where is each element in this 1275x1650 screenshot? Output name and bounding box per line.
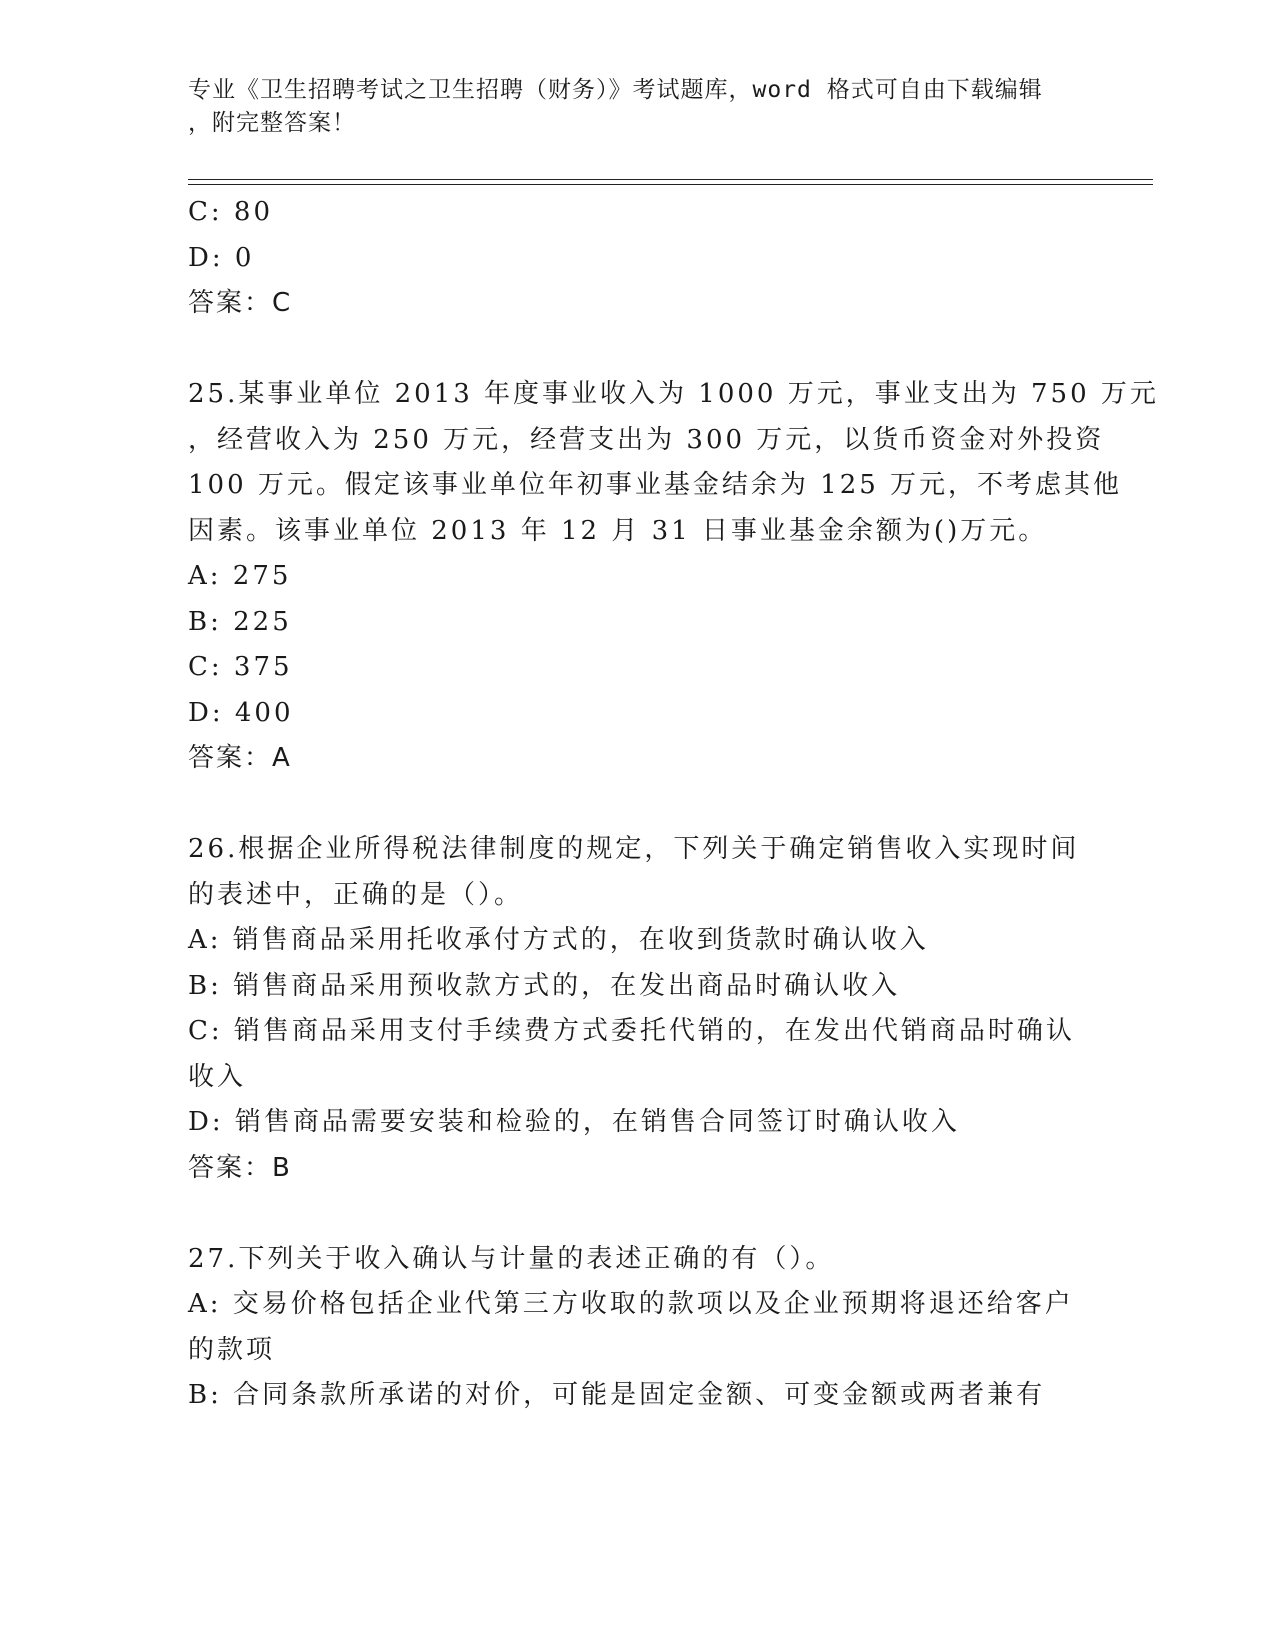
spacer [188, 1191, 1088, 1237]
option-a: A: 交易价格包括企业代第三方收取的款项以及企业预期将退还给客户 [188, 1289, 1074, 1319]
option-b: B: 销售商品采用预收款方式的，在发出商品时确认收入 [188, 970, 901, 1001]
header-title-line1: 专业《卫生招聘考试之卫生招聘（财务）》考试题库，word 格式可自由下载编辑 [188, 77, 1043, 103]
option-d: D: 销售商品需要安装和检验的，在销售合同签订时确认收入 [188, 1107, 960, 1137]
spacer [188, 327, 1088, 373]
question-text-line: 25.某事业单位 2013 年度事业收入为 1000 万元，事业支出为 750 万元 [188, 379, 1159, 409]
answer-line: 答案：C [188, 288, 293, 318]
question-text-line: 26.根据企业所得税法律制度的规定，下列关于确定销售收入实现时间 [188, 834, 1080, 864]
question-26 [188, 827, 1088, 1191]
option-d: D: 0 [188, 242, 255, 273]
answer-line: 答案：B [188, 1152, 292, 1183]
option-a: A: 销售商品采用托收承付方式的，在收到货款时确认收入 [188, 925, 929, 955]
option-c-continued: 收入 [188, 1061, 247, 1092]
header-title-line2: ，附完整答案！ [188, 110, 356, 136]
question-27 [188, 1237, 1088, 1419]
document-header [188, 74, 1088, 140]
option-d: D: 400 [188, 697, 294, 728]
spacer [188, 782, 1088, 828]
option-b: B: 225 [188, 606, 292, 637]
header-divider-bottom [188, 184, 1153, 185]
answer-line: 答案：A [188, 743, 292, 773]
header-divider-top [188, 179, 1153, 180]
question-25 [188, 372, 1159, 782]
option-b: B: 合同条款所承诺的对价，可能是固定金额、可变金额或两者兼有 [188, 1380, 1046, 1410]
question-text-line: 100 万元。假定该事业单位年初事业基金结余为 125 万元，不考虑其他 [188, 470, 1123, 500]
option-a: A: 275 [188, 561, 292, 591]
question-text-line: 27.下列关于收入确认与计量的表述正确的有（）。 [188, 1243, 835, 1274]
option-c: C: 375 [188, 652, 293, 682]
question-text-line: ，经营收入为 250 万元，经营支出为 300 万元，以货币资金对外投资 [188, 424, 1105, 455]
option-c: C: 销售商品采用支付手续费方式委托代销的，在发出代销商品时确认 [188, 1016, 1075, 1046]
question-text-line: 因素。该事业单位 2013 年 12 月 31 日事业基金余额为()万元。 [188, 515, 1048, 546]
option-c: C: 80 [188, 197, 274, 227]
option-a-continued: 的款项 [188, 1334, 276, 1365]
question-text-line: 的表述中，正确的是（）。 [188, 879, 524, 910]
previous-question-tail [188, 190, 1088, 327]
question-content [188, 190, 1159, 1419]
